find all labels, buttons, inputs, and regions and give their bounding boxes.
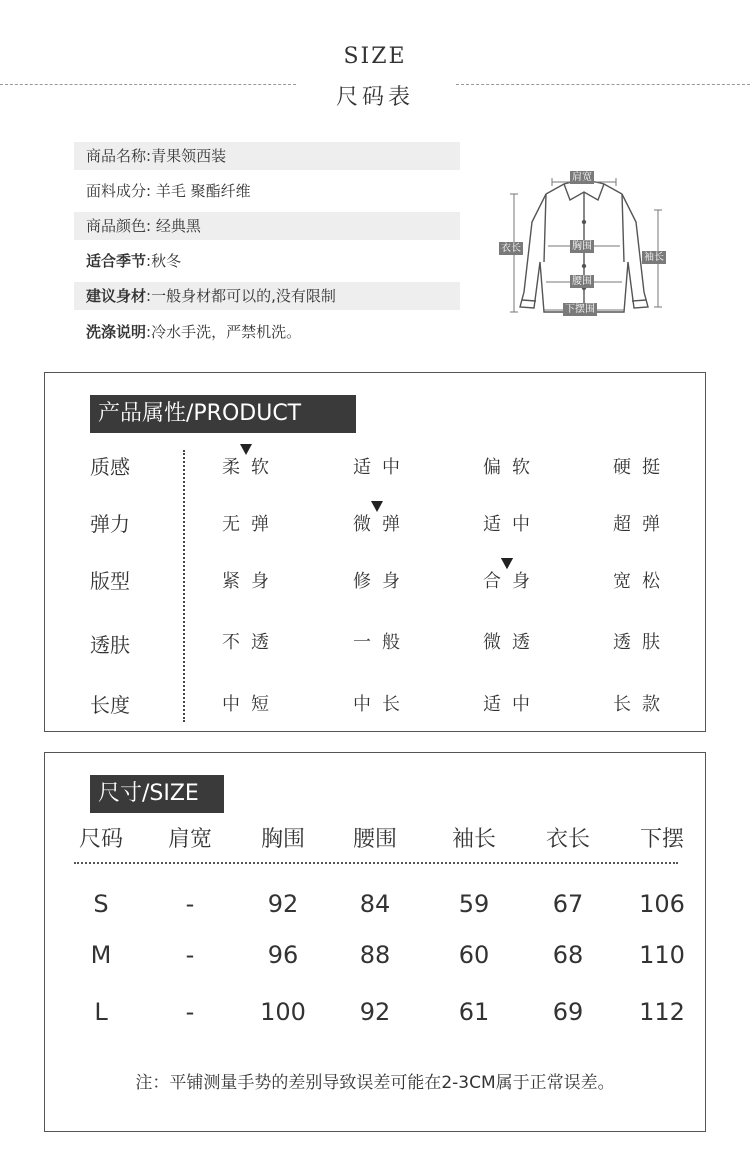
size-cell: 60 (458, 941, 490, 969)
info-row: 商品名称:青果领西装 (74, 142, 460, 170)
attr-option: 超弹 (613, 514, 671, 535)
sleeve-tag: 袖长 (644, 252, 664, 263)
size-col-header: 下摆 (639, 827, 684, 852)
attr-option: 不透 (222, 632, 280, 653)
size-cell: 68 (552, 941, 584, 969)
attr-label: 透肤 (90, 633, 130, 657)
attr-option: 微弹 (353, 514, 411, 535)
size-cell: 69 (552, 998, 584, 1026)
size-cell: 92 (267, 890, 299, 918)
attr-option: 一般 (353, 632, 411, 653)
info-row: 洗涤说明:冷水手洗，严禁机洗。 (86, 323, 302, 341)
selected-marker-icon (371, 501, 383, 512)
info-value: 一般身材都可以的,没有限制 (151, 287, 336, 305)
attr-option: 透肤 (613, 632, 671, 653)
attr-option: 硬挺 (613, 457, 671, 478)
attr-option: 适中 (483, 514, 541, 535)
attr-label: 版型 (90, 569, 130, 593)
info-value: 秋冬 (151, 252, 182, 270)
size-cell: 61 (458, 998, 490, 1026)
size-cell: 100 (260, 998, 306, 1026)
size-cell: - (185, 998, 195, 1026)
size-cell: 59 (458, 890, 490, 918)
attr-option: 合身 (483, 571, 541, 592)
size-cell: 67 (552, 890, 584, 918)
selected-marker-icon (501, 558, 513, 569)
info-row: 建议身材:一般身材都可以的,没有限制 (74, 282, 460, 310)
size-cell: - (185, 890, 195, 918)
waist-tag: 腰围 (572, 276, 592, 287)
attr-option: 适中 (353, 457, 411, 478)
attr-option: 修身 (353, 571, 411, 592)
size-cell: 88 (359, 941, 391, 969)
size-col-header: 袖长 (451, 827, 496, 852)
size-cell: 96 (267, 941, 299, 969)
size-cell: - (185, 941, 195, 969)
info-value: 羊毛 聚酯纤维 (155, 182, 251, 200)
size-col-header: 尺码 (78, 827, 123, 852)
info-value: 冷水手洗，严禁机洗。 (151, 323, 302, 341)
attributes-divider (183, 450, 185, 722)
size-cell: L (94, 998, 108, 1026)
attr-option: 微透 (483, 632, 541, 653)
header-title-en: SIZE (343, 44, 407, 69)
attr-option: 柔软 (222, 457, 280, 478)
info-row: 商品颜色: 经典黑 (74, 212, 460, 240)
size-cell: S (93, 890, 109, 918)
size-cell: 106 (639, 890, 685, 918)
attr-option: 无弹 (222, 514, 280, 535)
garment-diagram (494, 162, 674, 322)
attr-option: 适中 (483, 694, 541, 715)
attr-option: 宽松 (613, 571, 671, 592)
info-label: 适合季节 (86, 252, 147, 270)
attr-label: 质感 (90, 455, 130, 479)
size-col-header: 衣长 (545, 827, 590, 852)
selected-marker-icon (240, 444, 252, 455)
attr-label: 长度 (90, 693, 130, 717)
size-table-divider (74, 862, 678, 864)
attr-option: 中短 (222, 694, 280, 715)
shoulder-tag: 肩宽 (572, 172, 592, 183)
attr-option: 偏软 (483, 457, 541, 478)
info-value: 经典黑 (155, 217, 201, 235)
size-col-header: 肩宽 (167, 827, 212, 852)
info-label: 面料成分 (86, 182, 147, 200)
length-tag: 衣长 (501, 243, 521, 254)
info-value: 青果领西装 (151, 147, 227, 165)
info-label: 洗涤说明 (86, 323, 147, 341)
size-cell: 112 (639, 998, 685, 1026)
size-title: 尺寸/SIZE (90, 775, 224, 813)
attr-option: 中长 (353, 694, 411, 715)
size-col-header: 胸围 (260, 827, 305, 852)
size-col-header: 腰围 (352, 827, 397, 852)
size-cell: 110 (639, 941, 685, 969)
attr-option: 紧身 (222, 571, 280, 592)
size-cell: 84 (359, 890, 391, 918)
product-title: 产品属性/PRODUCT (90, 395, 356, 433)
attr-label: 弹力 (90, 512, 130, 536)
info-row: 面料成分: 羊毛 聚酯纤维 (86, 182, 251, 200)
chest-tag: 胸围 (572, 241, 592, 252)
info-label: 商品名称 (86, 147, 147, 165)
size-note: 注：平铺测量手势的差别导致误差可能在2-3CM属于正常误差。 (135, 1073, 615, 1093)
header-title-cn: 尺码表 (335, 85, 414, 110)
info-label: 商品颜色 (86, 217, 147, 235)
info-label: 建议身材 (86, 287, 147, 305)
attr-option: 长款 (613, 694, 671, 715)
info-row: 适合季节:秋冬 (86, 252, 182, 270)
size-cell: 92 (359, 998, 391, 1026)
size-cell: M (90, 941, 112, 969)
hem-tag: 下摆围 (565, 304, 595, 315)
